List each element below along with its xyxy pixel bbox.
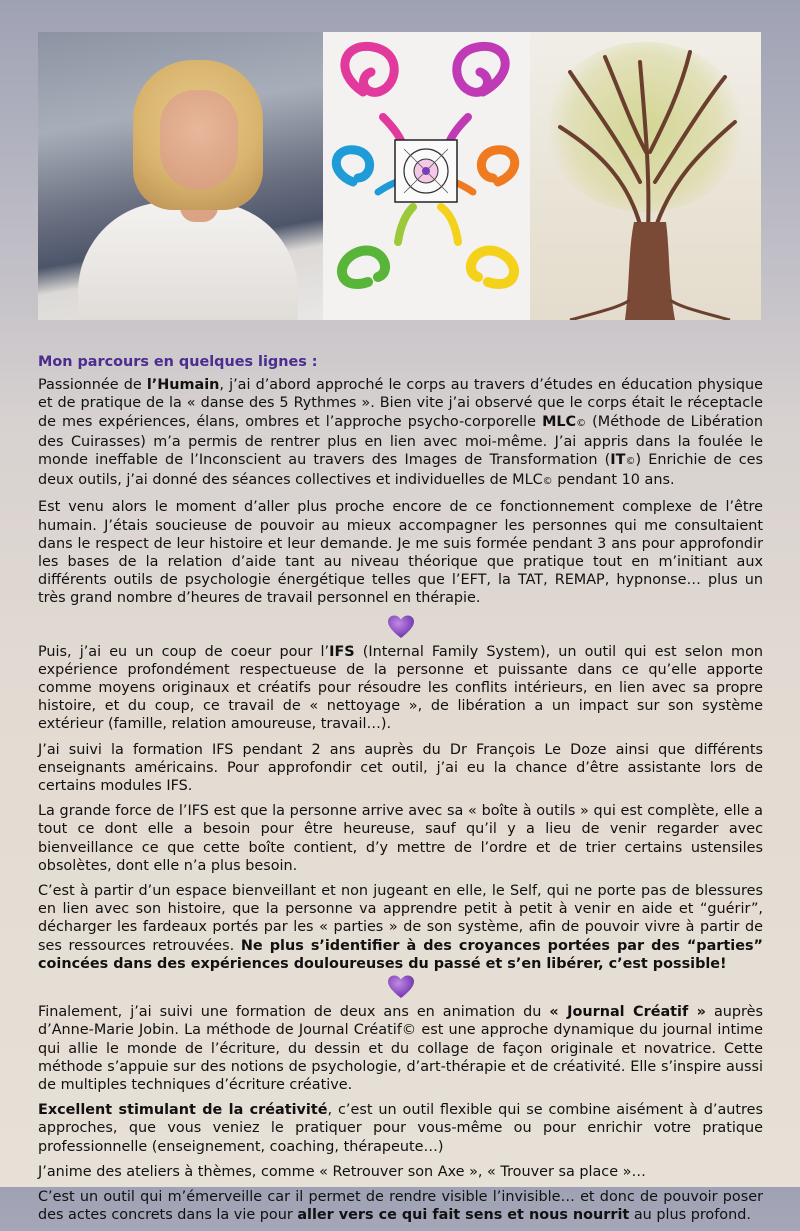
paragraph-5: La grande force de l’IFS est que la personne arrive avec sa « boîte à outils » qui est complète, elle a tout ce dont elle a besoin pour être heureuse, sauf qu’il y a lieu de venir regarder avec bienveillance ce que cette boîte contient, d’y mettre de l’ordre et de trier certains ustensiles obsolètes, dont elle n’a plus besoin. [38, 803, 763, 874]
p3-text-1: Puis, j’ai eu un coup de coeur pour l’ [38, 643, 330, 660]
p1-bold-it: IT [610, 452, 626, 469]
paragraph-3 [38, 643, 763, 734]
heart-divider-2 [38, 975, 763, 999]
paragraph-4: J’ai suivi la formation IFS pendant 2 ans auprès du Dr François Le Doze ainsi que différents enseignants américains. Pour approfondir cet outil, j’ai eu la chance d’être assistante lors de certains modules IFS. [38, 741, 763, 795]
p1-text-1: Passionnée de [38, 377, 147, 394]
section-heading: Mon parcours en quelques lignes : [38, 354, 318, 370]
paragraph-2: Est venu alors le moment d’aller plus proche encore de ce fonctionnement complexe de l’être humain. J’étais soucieuse de pouvoir au mieux accompagner les personnes qui me consultaient dans le respect de leur histoire et leur demande. Je me suis formée pendant 3 ans pour approfondir les bases de la relation d’aide tant au niveau théorique que pratique tout en m’initiant aux différents outils de psychologie énergétique telles que l’EFT, la TAT, REMAP, hypnonse… plus un très grand nombre d’heures de travail personnel en thérapie. [38, 499, 763, 607]
p1-text-3: (Méthode de Libération des Cuirasses) m’a permis de rentrer plus en lien avec moi-même. J’ai appris dans la foulée le monde ineffable de l’Inconscient au travers des Images de Transformation ( [38, 413, 763, 469]
p1-copyright-1: © [576, 417, 587, 429]
tree-artwork [530, 32, 761, 320]
heart-icon [388, 975, 414, 999]
paragraph-9: J’anime des ateliers à thèmes, comme « Retrouver son Axe », « Trouver sa place »… [38, 1163, 646, 1180]
p6-bold-1: Ne plus s’identifier à des croyances portées par des “parties” coincées dans des expériences douloureuses du passé et s’en libérer, c’est possible! [38, 937, 763, 972]
p10-bold-1: aller vers ce qui fait sens et nous nourrit [297, 1207, 630, 1224]
p8-text-1: , c’est un outil flexible qui se combine aisément à d’autres approches, que vous veniez le pratiquer pour vous-même ou pour enrichir votre pratique professionnelle (enseignement, coaching, thérapeute…) [38, 1102, 763, 1155]
p6-text-1: C’est à partir d’un espace bienveillant et non jugeant en elle, le Self, qui ne porte pas de blessures en lien avec son histoire, que la personne va apprendre petit à petit à venir en aide et “guérir”, décharger les fardeaux portés par les « parties » de son système, afin de pouvoir vivre à partir de ses ressources retrouvées. [38, 883, 763, 954]
paragraph-7 [38, 1003, 763, 1094]
biography-text [38, 353, 763, 1231]
spiral-artwork [323, 32, 530, 320]
paragraph-6 [38, 882, 763, 973]
p10-text-2: au plus profond. [629, 1207, 751, 1224]
p8-bold-1: Excellent stimulant de la créativité [38, 1102, 328, 1119]
heart-icon [388, 615, 414, 639]
p1-bold-1: l’Humain [146, 377, 220, 394]
header-photos [38, 32, 761, 320]
spiral-drawing [323, 32, 530, 320]
portrait-photo [38, 32, 323, 320]
p1-text-5: pendant 10 ans. [552, 472, 675, 489]
tree-drawing [530, 32, 761, 320]
paragraph-10 [38, 1188, 763, 1224]
p1-text-4: ) Enrichie de ces deux outils, j’ai donné des séances collectives et individuelles de MLC [38, 452, 763, 489]
p1-text-2: , j’ai d’abord approché le corps au travers d’études en éducation physique et de pratique de la « danse des 5 Rythmes ». Bien vite j’ai observé que le corps était le réceptacle de mes expériences, élans, ombres et l’approche psycho-corporelle [38, 377, 763, 430]
p7-text-2: auprès d’Anne-Marie Jobin. La méthode de Journal Créatif© est une approche dynamique du journal intime qui allie le monde de l’écriture, du dessin et du collage de façon originale et novatrice. Cette méthode s’appuie sur des notions de psychologie, d’art-thérapie et de créativité. Elle s’inspire aussi de multiples techniques d’écriture créative. [38, 1004, 764, 1093]
p3-bold-ifs: IFS [329, 643, 355, 660]
p3-text-2: (Internal Family System), un outil qui est selon mon expérience profondément respectueuse de la personne et puissante dans ce qu’elle apporte comme moyens originaux et créatifs pour résoudre les conflits intérieurs, en lien avec sa propre histoire, et du coup, ce travail de « nettoyage », de libération a un impact sur son système extérieur (famille, relation amoureuse, travail…). [38, 643, 764, 733]
p7-bold-journal: « Journal Créatif » [549, 1004, 706, 1021]
p1-copyright-3: © [542, 476, 553, 488]
heart-divider-1 [38, 615, 763, 639]
paragraph-8 [38, 1101, 763, 1156]
p1-bold-mlc: MLC [542, 413, 577, 430]
p7-text-1: Finalement, j’ai suivi une formation de deux ans en animation du [38, 1004, 550, 1021]
paragraph-1 [38, 376, 763, 491]
p10-text-1: C’est un outil qui m’émerveille car il permet de rendre visible l’invisible… et donc de pouvoir poser des actes concrets dans la vie pour [38, 1188, 763, 1224]
portrait-face [160, 90, 238, 190]
p1-copyright-2: © [625, 456, 636, 468]
